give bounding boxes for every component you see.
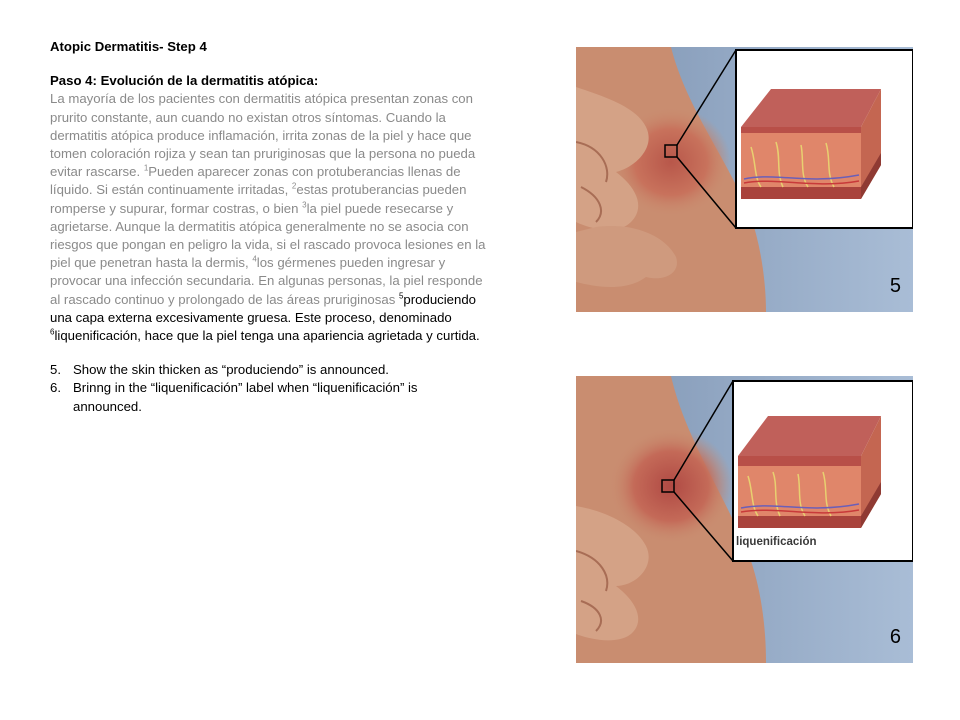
- illustration-panel-6: [576, 376, 913, 663]
- skin-illustration: [576, 47, 913, 312]
- step-heading: Paso 4: Evolución de la dermatitis atópica:: [50, 73, 319, 89]
- body-text-3: estas protuberancias pueden romperse y supurar, formar costras, o bien: [50, 182, 467, 216]
- step-item-5: [50, 361, 490, 379]
- body-text-7: liquenificación, hace que la piel tenga una apariencia agrietada y curtida.: [54, 328, 480, 344]
- marker-6: 6: [50, 327, 55, 337]
- text-column: [50, 38, 490, 416]
- step-list: [50, 361, 490, 416]
- marker-3: 3: [302, 200, 307, 210]
- marker-4: 4: [252, 254, 257, 264]
- body-text-2: Pueden aparecer zonas con protuberancias llenas de líquido. Si están continuamente irritadas,: [50, 164, 461, 198]
- illustration-panel-5: [576, 47, 913, 312]
- marker-5: 5: [398, 291, 404, 301]
- marker-2: 2: [291, 182, 297, 192]
- marker-1: 1: [143, 163, 149, 173]
- panel-number: 5: [889, 275, 901, 297]
- step-text: Show the skin thicken as “produciendo” is announced.: [73, 362, 389, 378]
- step-text: Brinng in the “liquenificación” label when “liquenificación” is announced.: [73, 380, 418, 414]
- step-number: 5.: [50, 362, 61, 378]
- body-text-4: la piel puede resecarse y agrietarse. Aunque la dermatitis atópica generalmente no se asocia con riesgos que pongan en peligro la vida, si el rascado provoca lesiones en la piel que penetran hasta la dermis,: [50, 200, 486, 271]
- body-text-6: produciendo una capa externa excesivamente gruesa. Este proceso, denominado: [50, 291, 477, 325]
- skin-illustration: [576, 376, 913, 663]
- body-text-1: La mayoría de los pacientes con dermatitis atópica presentan zonas con prurito constante, aun cuando no existan otros síntomas. Cuando la dermatitis atópica produce inflamación, irrita zonas de la piel y hace que tomen coloración rojiza y sean tan pruriginosas que la persona no pueda evitar rascarse.: [50, 91, 476, 180]
- step-number: 6.: [50, 380, 61, 396]
- body-text-5: los gérmenes pueden ingresar y provocar una infección secundaria. En algunas personas, la piel responde al rascado continuo y prolongado de las áreas pruriginosas: [50, 255, 483, 307]
- panel-number: 6: [889, 626, 901, 648]
- slide-title: Atopic Dermatitis- Step 4: [50, 39, 207, 54]
- step-item-6: [50, 379, 490, 415]
- body-paragraph: [50, 72, 490, 345]
- liquenificacion-label: liquenificación: [736, 536, 817, 548]
